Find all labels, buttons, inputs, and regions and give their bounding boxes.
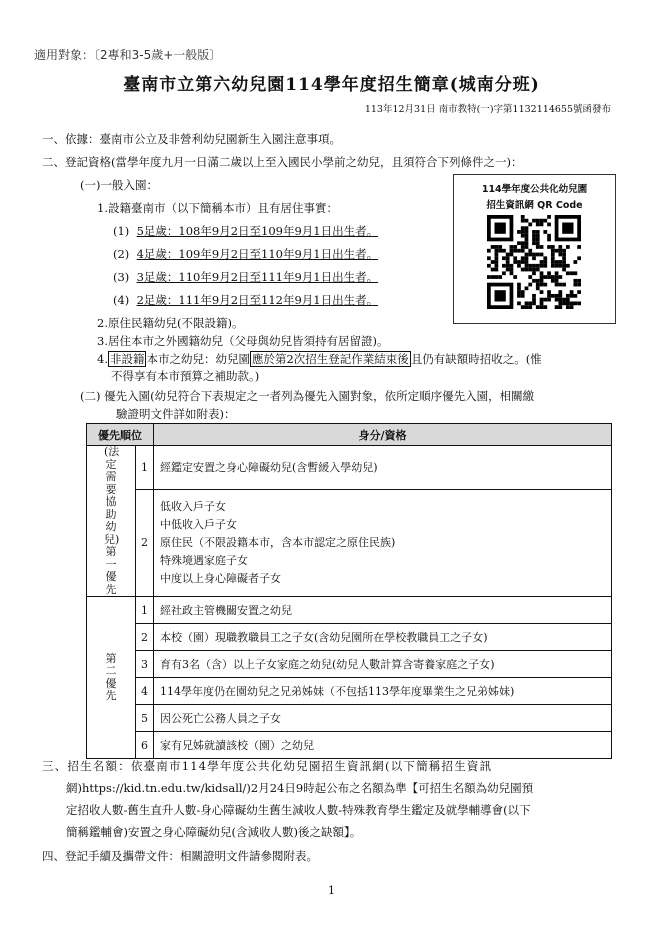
priority-table <box>86 423 612 759</box>
row-number: 2 <box>136 624 154 651</box>
table-row: 經社政主管機關安置之幼兒 <box>154 597 612 624</box>
table-row: 家有兄姊就讀該校（園）之幼兒 <box>154 732 612 759</box>
second-priority-label: 第二優先 <box>87 597 136 759</box>
qr-code-icon[interactable] <box>487 215 581 309</box>
section-basis: 一、依據：臺南市公立及非營利幼兒園新生入園注意事項。 <box>42 132 341 146</box>
table-row: 因公死亡公務人員之子女 <box>154 705 612 732</box>
non-resident-item: 4. 非設籍 本市之幼兒：幼兒園 應於第2次招生登記作業結束後 且仍有缺額時招收之。(惟 <box>97 352 542 366</box>
qr-subtitle: 招生資訊網 QR Code <box>486 200 583 211</box>
section-quota-line3: 定招收人數-舊生直升人數-身心障礙幼生舊生減收人數-特殊教育學生鑑定及就學輔導會(以下 <box>66 803 531 817</box>
indigenous-item: 2.原住民籍幼兒(不限設籍)。 <box>97 316 244 330</box>
page-title: 臺南市立第六幼兒園114學年度招生簡章(城南分班) <box>123 75 540 95</box>
general-admission-heading: (一)一般入園： <box>80 178 158 192</box>
page-number: 1 <box>328 884 335 897</box>
row-number: 2 <box>136 489 154 596</box>
table-row: 低收入戶子女 中低收入戶子女 原住民（不限設籍本市，含本市認定之原住民族) 特殊境遇家庭子女 中度以上身心障礙者子女 <box>154 489 612 596</box>
age-row: (4) 2足歲：111年9月2日至112年9月1日出生者。 <box>113 293 379 307</box>
row-number: 5 <box>136 705 154 732</box>
document-number: 113年12月31日 南市教特(一)字第1132114655號函發布 <box>364 104 611 115</box>
non-resident-note: 不得享有本市預算之補助款。) <box>111 369 260 383</box>
col-identity-header: 身分/資格 <box>154 424 612 446</box>
table-row: 本校（園）現職教職員工之子女(含幼兒園所在學校教職員工之子女) <box>154 624 612 651</box>
row-number: 3 <box>136 651 154 678</box>
section-documents: 四、登記手續及攜帶文件：相關證明文件請參閱附表。 <box>42 849 318 863</box>
age-row: (3) 3足歲：110年9月2日至111年9月1日出生者。 <box>113 270 379 284</box>
section-quota: 三、招生名額：依臺南市114學年度公共化幼兒園招生資訊網(以下簡稱招生資訊 <box>42 759 493 773</box>
foreign-item: 3.居住本市之外國籍幼兒（父母與幼兒皆須持有居留證)。 <box>97 334 389 348</box>
first-priority-label: (法定需要協助幼兒)第一優先 <box>87 446 136 597</box>
priority-admission-heading-cont: 驗證明文件詳如附表)： <box>116 407 236 421</box>
section-quota-line2: 網)https://kid.tn.edu.tw/kidsall/)2月24日9時起公布之名額為準【可招生名額為幼兒園預 <box>66 781 534 795</box>
table-row: 經鑑定安置之身心障礙幼兒(含暫緩入學幼兒) <box>154 446 612 490</box>
row-number: 6 <box>136 732 154 759</box>
row-number: 1 <box>136 446 154 490</box>
section-eligibility-heading: 二、登記資格(當學年度九月一日滿二歲以上至入國民小學前之幼兒，且須符合下列條件之一)： <box>42 155 523 169</box>
table-row: 114學年度仍在園幼兒之兄弟姊妹（不包括113學年度畢業生之兄弟姊妹) <box>154 678 612 705</box>
age-row: (2) 4足歲：109年9月2日至110年9月1日出生者。 <box>113 247 379 261</box>
qr-title: 114學年度公共化幼兒園 <box>481 184 588 195</box>
table-row: 育有3名（含）以上子女家庭之幼兒(幼兒人數計算含寄養家庭之子女) <box>154 651 612 678</box>
section-quota-line4: 簡稱鑑輔會)安置之身心障礙幼兒(含減收人數)後之缺額】。 <box>66 825 362 839</box>
col-priority-header: 優先順位 <box>87 424 154 446</box>
priority-admission-heading: (二) 優先入園(幼兒符合下表規定之一者列為優先入園對象，依所定順序優先入園，相關繳 <box>80 389 535 403</box>
residency-item: 1.設籍臺南市（以下簡稱本市）且有居住事實： <box>97 201 338 215</box>
row-number: 1 <box>136 597 154 624</box>
row-number: 4 <box>136 678 154 705</box>
qr-code-panel <box>453 174 616 324</box>
age-row: (1) 5足歲：108年9月2日至109年9月1日出生者。 <box>113 224 379 238</box>
applies-to-label: 適用對象：〔2專和3-5歲+一般版〕 <box>34 48 222 62</box>
